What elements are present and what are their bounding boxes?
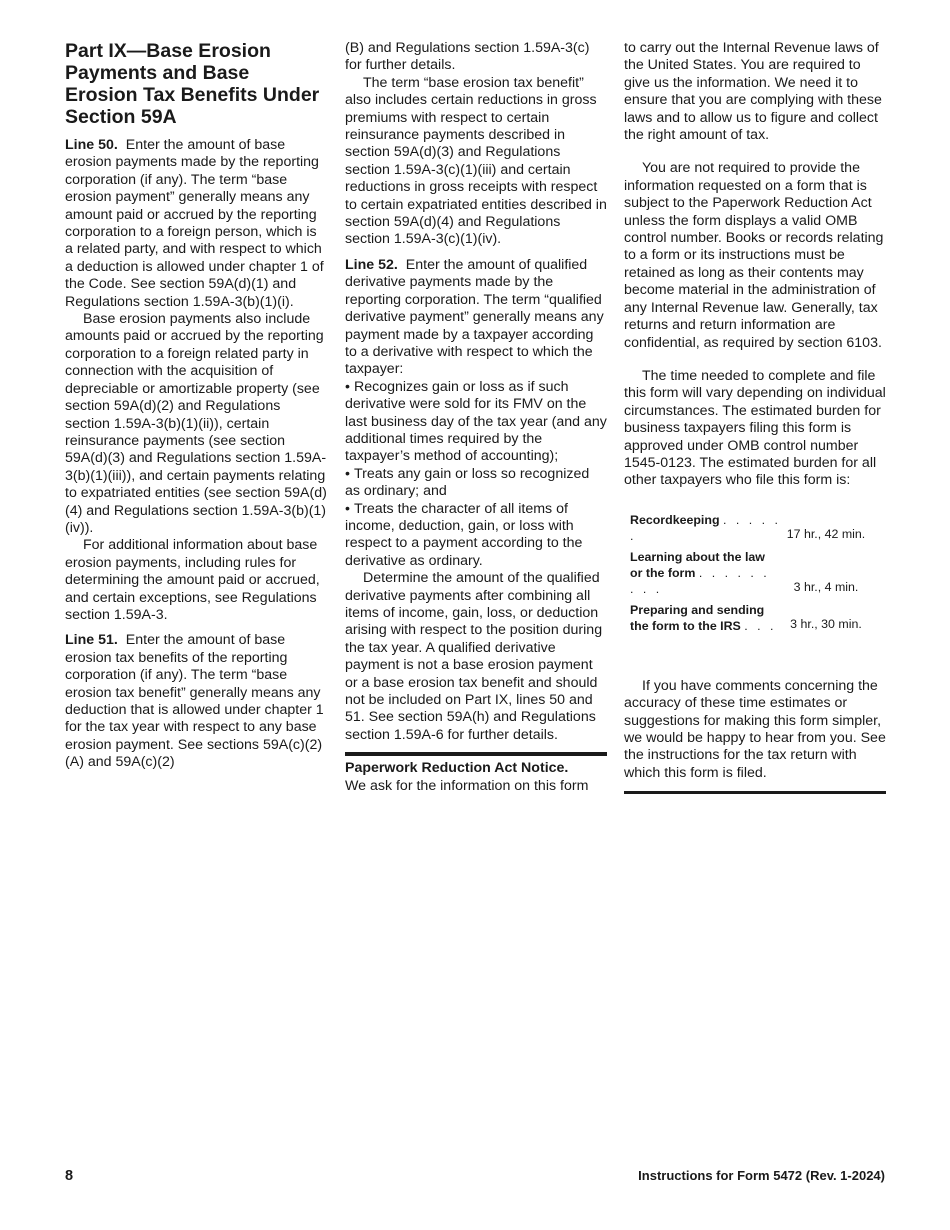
burden-value: 3 hr., 30 min. bbox=[790, 617, 862, 632]
bullet-icon: • bbox=[345, 465, 350, 482]
burden-row bbox=[630, 602, 870, 634]
burden-value: 17 hr., 42 min. bbox=[786, 527, 866, 542]
line51-paragraph bbox=[65, 632, 327, 771]
end-divider bbox=[624, 791, 886, 794]
page-number: 8 bbox=[65, 1168, 74, 1184]
line50-paragraph-3: For additional information about base erosion payments, including rules for determining the amount paid or accrued, and certain exceptions, see Regulations section 1.59A-3. bbox=[65, 537, 320, 623]
burden-label: Recordkeeping . . . . . . bbox=[630, 512, 781, 543]
burden-label: Learning about the law or the form . . . . . . . . . bbox=[630, 549, 770, 596]
line52-paragraph bbox=[345, 257, 607, 379]
line50-label: Line 50. bbox=[65, 137, 118, 153]
line51-paragraph-2: The term “base erosion tax benefit” also includes certain reductions in gross premiums with respect to certain reinsurance payments described in section 59A(d)(3) and Regulations section 1.59A-3(c)(1)(iii) and certain reductions in gross receipts with respect to certain expatriated entities described in section 59A(d)(4) and Regulations section 1.59A-3(c)(1)(iv). bbox=[345, 74, 607, 248]
bullet-text: Treats any gain or loss so recognized as ordinary; and bbox=[345, 465, 590, 500]
line52-label: Line 52. bbox=[345, 256, 398, 273]
bullet-text: Treats the character of all items of income, deduction, gain, or loss with respect to a payment according to the derivative as ordinary. bbox=[345, 500, 583, 569]
line52-bullet bbox=[345, 501, 607, 571]
line51-label: Line 51. bbox=[65, 632, 118, 649]
document-title: Instructions for Form 5472 (Rev. 1-2024) bbox=[638, 1168, 885, 1183]
line52-bullet bbox=[345, 379, 607, 466]
part-title: Part IX—Base Erosion Payments and Base Erosion Tax Benefits Under Section 59A bbox=[65, 40, 320, 128]
paperwork-notice bbox=[345, 752, 607, 795]
column-2 bbox=[345, 40, 607, 795]
line50-paragraph bbox=[65, 137, 327, 311]
line50-paragraph-2: Base erosion payments also include amounts paid or accrued by the reporting corporation to a foreign related party in connection with the acquisition of depreciable or amortizable property (see section 59A(d)(2) and Regulations section 1.59A-3(b)(1)(ii)), certain reinsurance payments (see section 59A(d)(3) and Regulations section 1.59A-3(b)(1)(iii)), and certain payments relating to expatriated entities (see section 59A(d)(4) and Regulations section 1.59A-3(b)(1)(iv)). bbox=[65, 311, 327, 536]
paperwork-paragraph-3: The time needed to complete and file this form will vary depending on individual circumstances. The estimated burden for business taxpayers filing this form is approved under OMB control number 1545-0123. The estimated burden for all other taxpayers who file this form is: bbox=[624, 367, 886, 489]
burden-table bbox=[630, 512, 870, 634]
line51-text: Enter the amount of base erosion tax benefits of the reporting corporation (if any). The term “base erosion tax benefit” generally means any deduction that is allowed under chapter 1 for the tax year with respect to any base erosion payment. See sections 59A(c)(2)(A) and 59A(c)(2) bbox=[65, 632, 324, 771]
bullet-icon: • bbox=[345, 500, 350, 517]
burden-row bbox=[630, 512, 870, 549]
paperwork-continued: to carry out the Internal Revenue laws of the United States. You are required to give us the information. We need it to ensure that you are complying with these laws and to allow us to figure and collect the right amount of tax. bbox=[624, 40, 882, 144]
column-3 bbox=[624, 40, 886, 794]
burden-row bbox=[630, 549, 870, 602]
bullet-icon: • bbox=[345, 378, 350, 395]
line52-paragraph-2: Determine the amount of the qualified derivative payments after combining all items of income, gain, loss, or deduction arising with respect to the position during the tax year. A qualified derivative payment is not a base erosion payment or a base erosion tax benefit and should not be included on Part IX, lines 50 and 51. See section 59A(h) and Regulations section 1.59A-6 for further details. bbox=[345, 570, 603, 743]
paperwork-heading: Paperwork Reduction Act Notice. bbox=[345, 760, 569, 777]
paperwork-paragraph-4: If you have comments concerning the accuracy of these time estimates or suggestions for making this form simpler, we would be happy to hear from you. See the instructions for the tax return with which this form is filed. bbox=[624, 677, 886, 781]
burden-value: 3 hr., 4 min. bbox=[793, 580, 859, 595]
paperwork-text-start: We ask for the information on this form bbox=[345, 777, 589, 794]
paperwork-paragraph-2: You are not required to provide the information requested on a form that is subject to the Paperwork Reduction Act unless the form displays a valid OMB control number. Books or records relating to a form or its instructions must be retained as long as their contents may become material in the administration of any Internal Revenue law. Generally, tax returns and return information are confidential, as required by section 6103. bbox=[624, 160, 884, 351]
burden-label: Preparing and sending the form to the IRS . . . bbox=[630, 602, 777, 633]
bullet-text: Recognizes gain or loss as if such derivative were sold for its FMV on the last business day of the tax year (and any additional times required by the taxpayer’s method of accounting); bbox=[345, 378, 607, 465]
line52-bullet bbox=[345, 466, 607, 501]
line52-text: Enter the amount of qualified derivative payments made by the reporting corporation. The term “qualified derivative payment” generally means any payment made by a taxpayer according to a derivative with respect to which the taxpayer: bbox=[345, 256, 604, 378]
column-1 bbox=[65, 40, 327, 772]
line51-continued: (B) and Regulations section 1.59A-3(c) for further details. bbox=[345, 40, 590, 74]
line50-text: Enter the amount of base erosion payments made by the reporting corporation (if any). The term “base erosion payment” generally means any amount paid or accrued by the reporting corporation to a foreign person, which is a related party, and with respect to which a deduction is allowed under chapter 1 of the Code. See section 59A(d)(1) and Regulations section 1.59A-3(b)(1)(i). bbox=[65, 137, 324, 310]
